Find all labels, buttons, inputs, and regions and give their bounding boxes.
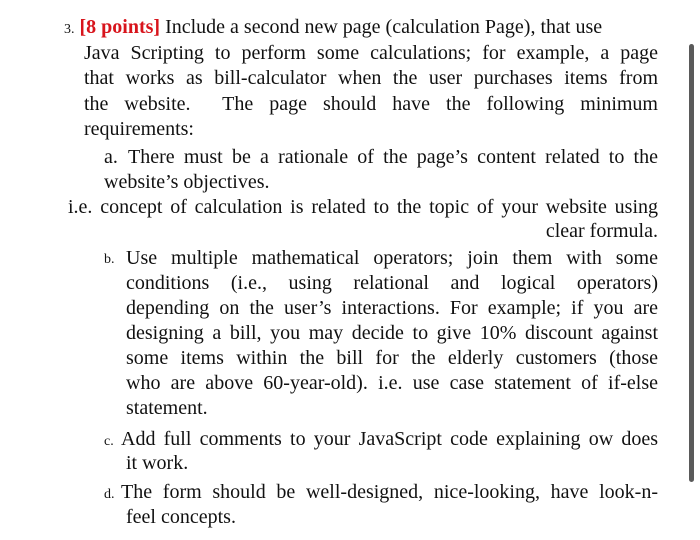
intro-line-5: requirements: <box>84 118 194 140</box>
item-c-line-2: it work. <box>126 452 189 474</box>
intro-line-3: that works as bill-calculator when the user purchases items from <box>84 67 658 89</box>
item-b-line-4: designing a bill, you may decide to give 10% discount against <box>126 322 658 344</box>
item-a-line-2: website’s objectives. <box>104 171 270 193</box>
intro-line-2: Java Scripting to perform some calculations; for example, a page <box>84 42 658 64</box>
ie-note-line-1: i.e. concept of calculation is related to the topic of your website using <box>68 196 658 218</box>
item-b-line-5: some items within the bill for the elderly customers (those <box>126 347 658 369</box>
intro-line-1: Include a second new page (calculation Page), that use <box>165 16 603 38</box>
item-a-marker: a. <box>104 146 118 168</box>
vertical-scrollbar[interactable] <box>689 44 694 482</box>
ie-note-line-2: clear formula. <box>545 220 658 242</box>
item-a-line-1: There must be a rationale of the page’s content related to the <box>128 146 658 168</box>
points-label: [8 points] <box>79 16 161 38</box>
item-b-line-7: statement. <box>126 397 208 419</box>
item-b-line-1: Use multiple mathematical operators; join them with some <box>126 247 658 269</box>
question-first-line <box>64 15 602 42</box>
item-d-marker: d. <box>104 487 115 502</box>
item-c-marker: c. <box>104 434 114 449</box>
question-number: 3. <box>64 22 75 37</box>
item-b-line-3: depending on the user’s interactions. For example; if you are <box>126 297 658 319</box>
intro-line-4: the website. The page should have the following minimum <box>84 93 658 115</box>
item-d-line-1: The form should be well-designed, nice-looking, have look-n- <box>121 481 658 503</box>
item-b-marker: b. <box>104 252 115 267</box>
item-c-line-1: Add full comments to your JavaScript code explaining ow does <box>121 428 658 450</box>
item-b-line-2: conditions (i.e., using relational and logical operators) <box>126 272 658 294</box>
item-b-line-6: who are above 60-year-old). i.e. use case statement of if-else <box>126 372 658 394</box>
item-d-line-2: feel concepts. <box>126 506 236 528</box>
